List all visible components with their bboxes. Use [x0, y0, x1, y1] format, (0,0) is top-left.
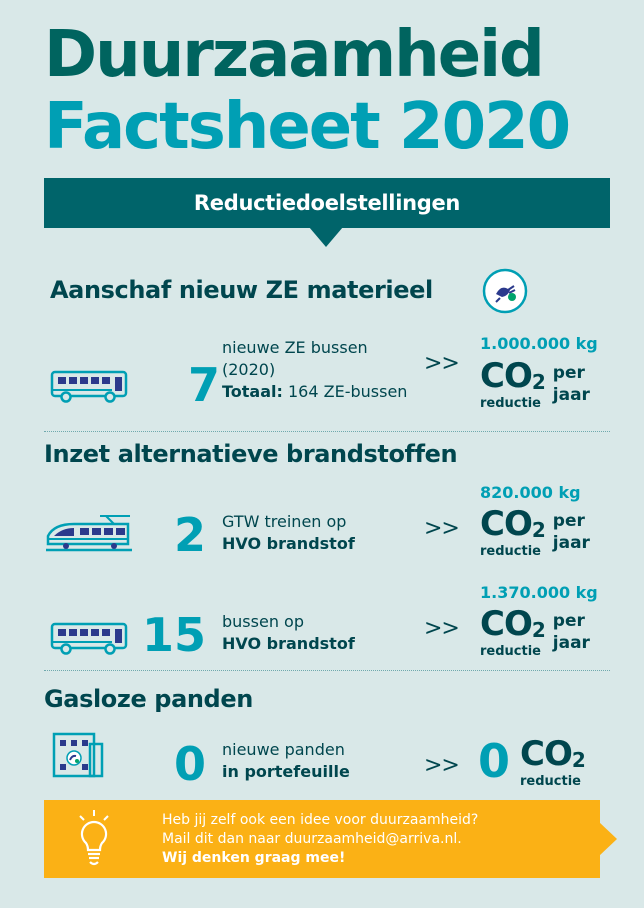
ze-kg: 1.000.000 kg	[480, 334, 598, 353]
train-reductie: reductie	[480, 544, 541, 559]
gas-arrows: >>	[424, 753, 459, 778]
footer-line1: Heb jij zelf ook een idee voor duurzaamheid?	[162, 812, 479, 828]
ze-total-value: 164 ZE-bussen	[288, 382, 408, 401]
ev-plug-icon	[482, 268, 528, 314]
footer-callout	[44, 800, 600, 878]
bus-icon	[50, 368, 130, 404]
hvo-bus-reductie: reductie	[480, 644, 541, 659]
divider	[44, 431, 610, 432]
hvo-bus-count: 15	[141, 608, 206, 662]
train-kg: 820.000 kg	[480, 483, 581, 502]
ze-arrows: >>	[424, 351, 459, 376]
hvo-bus-co2-block	[480, 604, 590, 660]
hvo-bus-arrows: >>	[424, 616, 459, 641]
train-per-jaar: per jaar	[552, 511, 590, 553]
section-title-ze: Aanschaf nieuw ZE materieel	[50, 276, 433, 304]
bus-icon	[50, 620, 130, 656]
ze-desc-line2: (2020)	[222, 360, 276, 379]
section-title-fuel: Inzet alternatieve brandstoffen	[44, 440, 458, 468]
train-description	[222, 511, 355, 555]
train-icon	[44, 506, 134, 554]
hvo-bus-co2-label: $CO_2$	[480, 604, 545, 644]
gas-desc-line1: nieuwe panden	[222, 740, 345, 759]
ze-bus-count: 7	[187, 358, 220, 412]
divider	[44, 670, 610, 671]
gas-reductie: reductie	[520, 774, 581, 789]
train-desc-line1: GTW treinen op	[222, 512, 347, 531]
footer-line3: Wij denken graag mee!	[162, 850, 346, 866]
gas-co2-block	[520, 734, 585, 790]
ze-co2-label: $CO_2$	[480, 356, 545, 396]
page-title-line2: Factsheet 2020	[44, 90, 570, 164]
banner-pointer	[309, 227, 343, 247]
gas-description	[222, 739, 350, 783]
banner-label: Reductiedoelstellingen	[193, 191, 461, 215]
ze-desc-total	[222, 381, 407, 403]
train-co2-block	[480, 504, 590, 560]
train-co2-label: $CO_2$	[480, 504, 545, 544]
train-count: 2	[173, 508, 206, 562]
hvo-bus-kg: 1.370.000 kg	[480, 583, 598, 602]
building-icon	[50, 728, 104, 782]
hvo-bus-description	[222, 611, 355, 655]
train-arrows: >>	[424, 516, 459, 541]
hvo-bus-desc-line1: bussen op	[222, 612, 304, 631]
section-title-gas: Gasloze panden	[44, 685, 253, 713]
ze-total-label: Totaal:	[222, 382, 283, 401]
gas-building-count: 0	[173, 737, 206, 791]
ze-description	[222, 337, 407, 403]
gas-desc-line2: in portefeuille	[222, 762, 350, 781]
train-desc-line2: HVO brandstof	[222, 534, 355, 553]
footer-pointer	[599, 822, 617, 856]
ze-co2-block	[480, 356, 590, 412]
gas-co2-label: $CO_2$	[520, 734, 585, 774]
lightbulb-icon	[74, 808, 114, 868]
ze-reductie: reductie	[480, 396, 541, 411]
footer-line2: Mail dit dan naar duurzaamheid@arriva.nl.	[162, 831, 462, 847]
hvo-bus-desc-line2: HVO brandstof	[222, 634, 355, 653]
hvo-bus-per-jaar: per jaar	[552, 611, 590, 653]
ze-desc-line1: nieuwe ZE bussen	[222, 338, 368, 357]
ze-per-jaar: per jaar	[552, 363, 590, 405]
section-banner	[44, 178, 610, 228]
page-title-line1: Duurzaamheid	[44, 18, 543, 92]
gas-result-number: 0	[478, 734, 511, 788]
